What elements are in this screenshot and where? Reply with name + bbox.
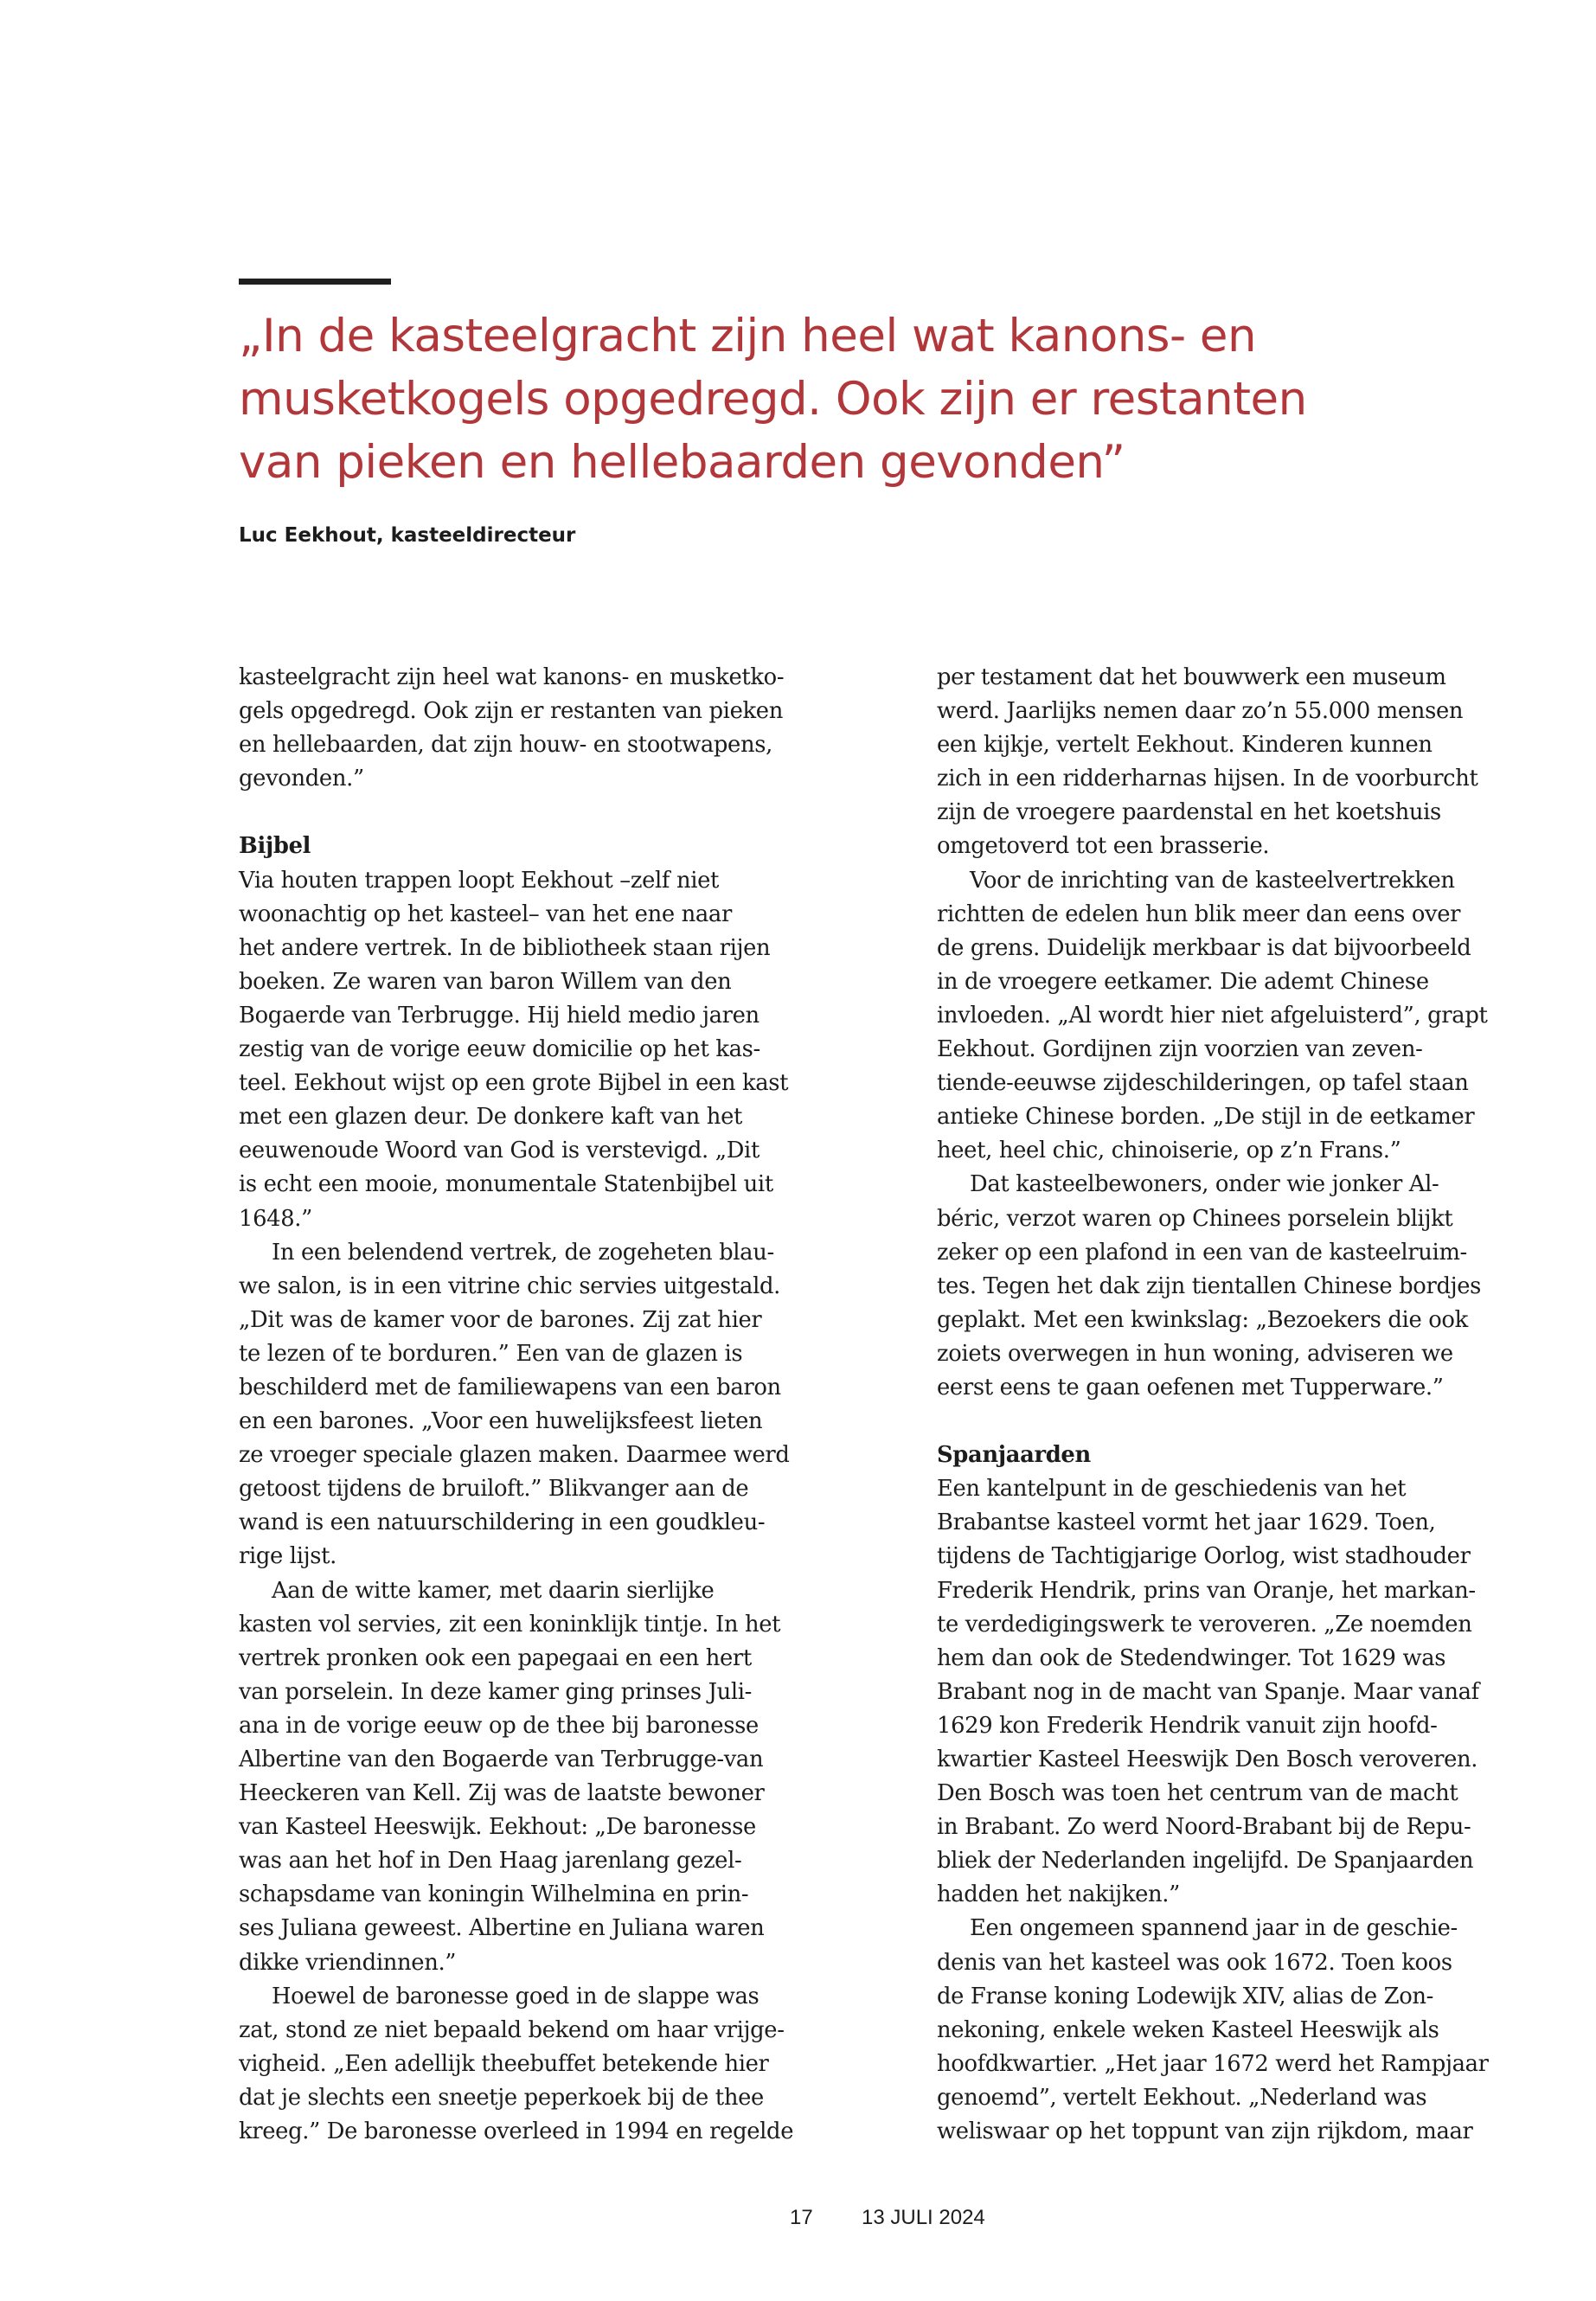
- text-line: denis van het kasteel was ook 1672. Toen koos: [937, 1949, 1452, 1976]
- text-line: rige lijst.: [239, 1543, 337, 1570]
- text-line: van porselein. In deze kamer ging prinses Juli-: [239, 1678, 753, 1705]
- text-line: Hoewel de baronesse goed in de slappe was: [272, 1983, 760, 2009]
- text-line: schapsdame van koningin Wilhelmina en prin-: [239, 1881, 749, 1908]
- text-line: heet, heel chic, chinoiserie, op z’n Frans.”: [937, 1138, 1401, 1164]
- text-line: zeker op een plafond in een van de kasteelruim-: [937, 1239, 1467, 1266]
- text-line: per testament dat het bouwwerk een museum: [937, 664, 1446, 690]
- text-line: zoiets overwegen in hun woning, adviseren we: [937, 1340, 1453, 1367]
- text-line: met een glazen deur. De donkere kaft van het: [239, 1104, 742, 1131]
- text-line: invloeden. „Al wordt hier niet afgeluisterd”, grapt: [937, 1002, 1488, 1029]
- text-line: ses Juliana geweest. Albertine en Juliana waren: [239, 1915, 765, 1942]
- pull-quote-line: musketkogels opgedregd. Ook zijn er restanten: [239, 373, 1307, 426]
- text-line: genoemd”, vertelt Eekhout. „Nederland was: [937, 2084, 1427, 2111]
- text-line: Den Bosch was toen het centrum van de macht: [937, 1780, 1458, 1807]
- text-line: een kijkje, vertelt Eekhout. Kinderen kunnen: [937, 732, 1433, 759]
- text-line: zat, stond ze niet bepaald bekend om haar vrijge-: [239, 2016, 785, 2043]
- text-line: zijn de vroegere paardenstal en het koetshuis: [937, 799, 1441, 826]
- paragraph-gap: [937, 1405, 1490, 1439]
- page-number: 17: [790, 2206, 813, 2229]
- text-line: antieke Chinese borden. „De stijl in de eetkamer: [937, 1104, 1475, 1131]
- text-line: hem dan ook de Stedendwinger. Tot 1629 was: [937, 1644, 1446, 1671]
- text-line: zestig van de vorige eeuw domicilie op het kas-: [239, 1036, 760, 1063]
- pull-quote-line: „In de kasteelgracht zijn heel wat kanons- en: [239, 310, 1257, 362]
- text-line: vigheid. „Een adellijk theebuffet betekende hier: [239, 2050, 769, 2077]
- text-line: Brabantse kasteel vormt het jaar 1629. Toen,: [937, 1509, 1436, 1536]
- paragraph-gap: [239, 796, 792, 830]
- text-line: gels opgedregd. Ook zijn er restanten van pieken: [239, 698, 783, 725]
- text-line: hadden het nakijken.”: [937, 1881, 1180, 1908]
- article-column-left: [239, 661, 792, 2149]
- text-line: omgetoverd tot een brasserie.: [937, 833, 1270, 860]
- text-line: ze vroeger speciale glazen maken. Daarmee werd: [239, 1442, 790, 1469]
- text-line: hoofdkwartier. „Het jaar 1672 werd het Rampjaar: [937, 2050, 1489, 2077]
- text-line: eeuwenoude Woord van God is verstevigd. „Dit: [239, 1138, 760, 1164]
- text-line: boeken. Ze waren van baron Willem van den: [239, 968, 732, 995]
- section-heading: Bijbel: [239, 833, 311, 860]
- text-line: wand is een natuurschildering in een goudkleu-: [239, 1509, 766, 1536]
- text-line: Via houten trappen loopt Eekhout –zelf niet: [239, 867, 720, 894]
- text-line: de Franse koning Lodewijk XIV, alias de Zon-: [937, 1983, 1434, 2009]
- text-line: kasten vol servies, zit een koninklijk tintje. In het: [239, 1611, 781, 1638]
- text-line: gevonden.”: [239, 766, 364, 792]
- text-line: bliek der Nederlanden ingelijfd. De Spanjaarden: [937, 1848, 1474, 1875]
- text-line: Een kantelpunt in de geschiedenis van het: [937, 1476, 1407, 1503]
- text-line: Frederik Hendrik, prins van Oranje, het markan-: [937, 1577, 1476, 1604]
- text-line: tiende-eeuwse zijdeschilderingen, op tafel staan: [937, 1070, 1469, 1097]
- text-line: we salon, is in een vitrine chic servies uitgestald.: [239, 1272, 781, 1299]
- text-line: was aan het hof in Den Haag jarenlang gezel-: [239, 1848, 742, 1875]
- text-line: het andere vertrek. In de bibliotheek staan rijen: [239, 934, 771, 961]
- text-line: te verdedigingswerk te veroveren. „Ze noemden: [937, 1611, 1472, 1638]
- text-line: in de vroegere eetkamer. Die ademt Chinese: [937, 968, 1429, 995]
- article-column-right: [937, 661, 1490, 2149]
- text-line: is echt een mooie, monumentale Statenbijbel uit: [239, 1171, 773, 1198]
- text-line: 1629 kon Frederik Hendrik vanuit zijn hoofd-: [937, 1712, 1438, 1739]
- issue-date: 13 JULI 2024: [862, 2206, 985, 2229]
- text-line: geplakt. Met een kwinkslag: „Bezoekers die ook: [937, 1306, 1468, 1333]
- text-line: te lezen of te borduren.” Een van de glazen is: [239, 1340, 743, 1367]
- text-line: kasteelgracht zijn heel wat kanons- en musketko-: [239, 664, 785, 690]
- text-line: zich in een ridderharnas hijsen. In de voorburcht: [937, 766, 1478, 792]
- text-line: weliswaar op het toppunt van zijn rijkdom, maar: [937, 2118, 1473, 2145]
- text-line: dat je slechts een sneetje peperkoek bij de thee: [239, 2084, 764, 2111]
- text-line: nekoning, enkele weken Kasteel Heeswijk als: [937, 2016, 1439, 2043]
- text-line: de grens. Duidelijk merkbaar is dat bijvoorbeeld: [937, 934, 1471, 961]
- text-line: tijdens de Tachtigjarige Oorlog, wist stadhouder: [937, 1543, 1471, 1570]
- text-line: richtten de edelen hun blik meer dan eens over: [937, 901, 1461, 927]
- text-line: kreeg.” De baronesse overleed in 1994 en regelde: [239, 2118, 794, 2145]
- text-line: en hellebaarden, dat zijn houw- en stootwapens,: [239, 732, 772, 759]
- text-line: vertrek pronken ook een papegaai en een hert: [239, 1644, 752, 1671]
- section-heading: Spanjaarden: [937, 1442, 1091, 1469]
- text-line: en een barones. „Voor een huwelijksfeest lieten: [239, 1408, 763, 1435]
- text-line: in Brabant. Zo werd Noord-Brabant bij de Repu-: [937, 1814, 1471, 1841]
- text-line: tes. Tegen het dak zijn tientallen Chinese bordjes: [937, 1272, 1482, 1299]
- text-line: werd. Jaarlijks nemen daar zo’n 55.000 mensen: [937, 698, 1464, 725]
- text-line: Albertine van den Bogaerde van Terbrugge-van: [239, 1747, 764, 1772]
- text-line: „Dit was de kamer voor de barones. Zij zat hier: [239, 1306, 762, 1333]
- text-line: woonachtig op het kasteel– van het ene naar: [239, 901, 732, 927]
- text-line: Voor de inrichting van de kasteelvertrekken: [970, 867, 1455, 894]
- text-line: getoost tijdens de bruiloft.” Blikvanger aan de: [239, 1476, 749, 1503]
- text-line: kwartier Kasteel Heeswijk Den Bosch veroveren.: [937, 1747, 1478, 1772]
- text-line: Een ongemeen spannend jaar in de geschie-: [970, 1915, 1458, 1942]
- text-line: Dat kasteelbewoners, onder wie jonker Al-: [970, 1171, 1439, 1198]
- quote-attribution: Luc Eekhout, kasteeldirecteur: [239, 524, 576, 547]
- text-line: In een belendend vertrek, de zogeheten blau-: [272, 1239, 774, 1266]
- text-line: van Kasteel Heeswijk. Eekhout: „De baronesse: [239, 1814, 756, 1841]
- pull-quote: [239, 304, 1450, 494]
- text-line: Heeckeren van Kell. Zij was de laatste bewoner: [239, 1780, 765, 1807]
- text-line: Brabant nog in de macht van Spanje. Maar vanaf: [937, 1678, 1479, 1705]
- pull-quote-line: van pieken en hellebaarden gevonden”: [239, 436, 1125, 489]
- text-line: béric, verzot waren op Chinees porselein blijkt: [937, 1205, 1453, 1232]
- text-line: 1648.”: [239, 1205, 312, 1232]
- text-line: dikke vriendinnen.”: [239, 1949, 457, 1976]
- text-line: ana in de vorige eeuw op de thee bij baronesse: [239, 1712, 759, 1739]
- text-line: teel. Eekhout wijst op een grote Bijbel in een kast: [239, 1070, 789, 1097]
- text-line: beschilderd met de familiewapens van een baron: [239, 1374, 781, 1400]
- text-line: Eekhout. Gordijnen zijn voorzien van zeven-: [937, 1036, 1423, 1063]
- text-line: Aan de witte kamer, met daarin sierlijke: [272, 1577, 715, 1604]
- decorative-rule: [239, 279, 391, 285]
- text-line: Bogaerde van Terbrugge. Hij hield medio jaren: [239, 1002, 760, 1029]
- text-line: eerst eens te gaan oefenen met Tupperware.”: [937, 1374, 1444, 1400]
